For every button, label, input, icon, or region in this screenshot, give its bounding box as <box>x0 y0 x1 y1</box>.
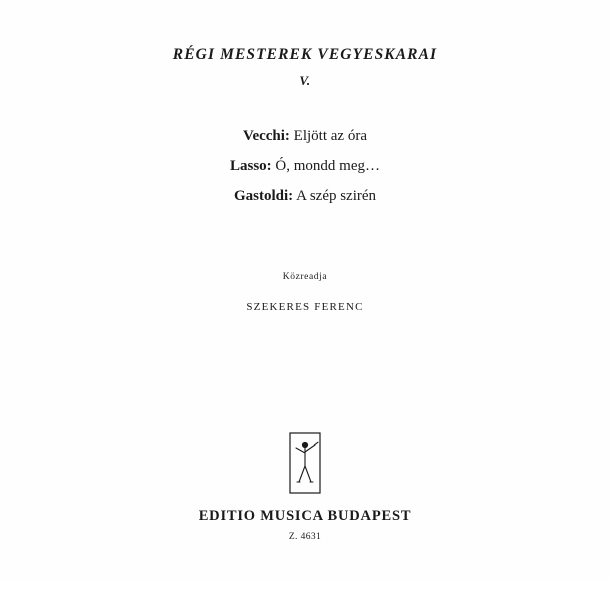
works-list <box>230 129 380 219</box>
work-title: Eljött az óra <box>293 128 367 144</box>
list-item <box>230 189 380 204</box>
list-item <box>230 159 380 174</box>
list-item <box>230 129 380 144</box>
work-title: Ó, mondd meg… <box>275 158 380 174</box>
editor-name: SZEKERES FERENC <box>246 301 364 313</box>
cover-content <box>70 30 540 313</box>
work-composer: Gastoldi: <box>233 188 294 204</box>
series-title: RÉGI MESTEREK VEGYESKARAI <box>172 46 438 63</box>
editor-block <box>70 272 540 313</box>
editor-role: Közreadja <box>282 272 328 282</box>
publisher-block <box>0 432 610 542</box>
editio-musica-budapest-logo-icon <box>285 432 325 494</box>
work-title: A szép szirén <box>296 188 377 204</box>
publisher-name: EDITIO MUSICA BUDAPEST <box>198 508 412 524</box>
plate-number: Z. 4631 <box>288 532 322 542</box>
work-composer: Lasso: <box>229 158 272 174</box>
series-volume: V. <box>299 73 311 88</box>
work-composer: Vecchi: <box>242 128 290 144</box>
